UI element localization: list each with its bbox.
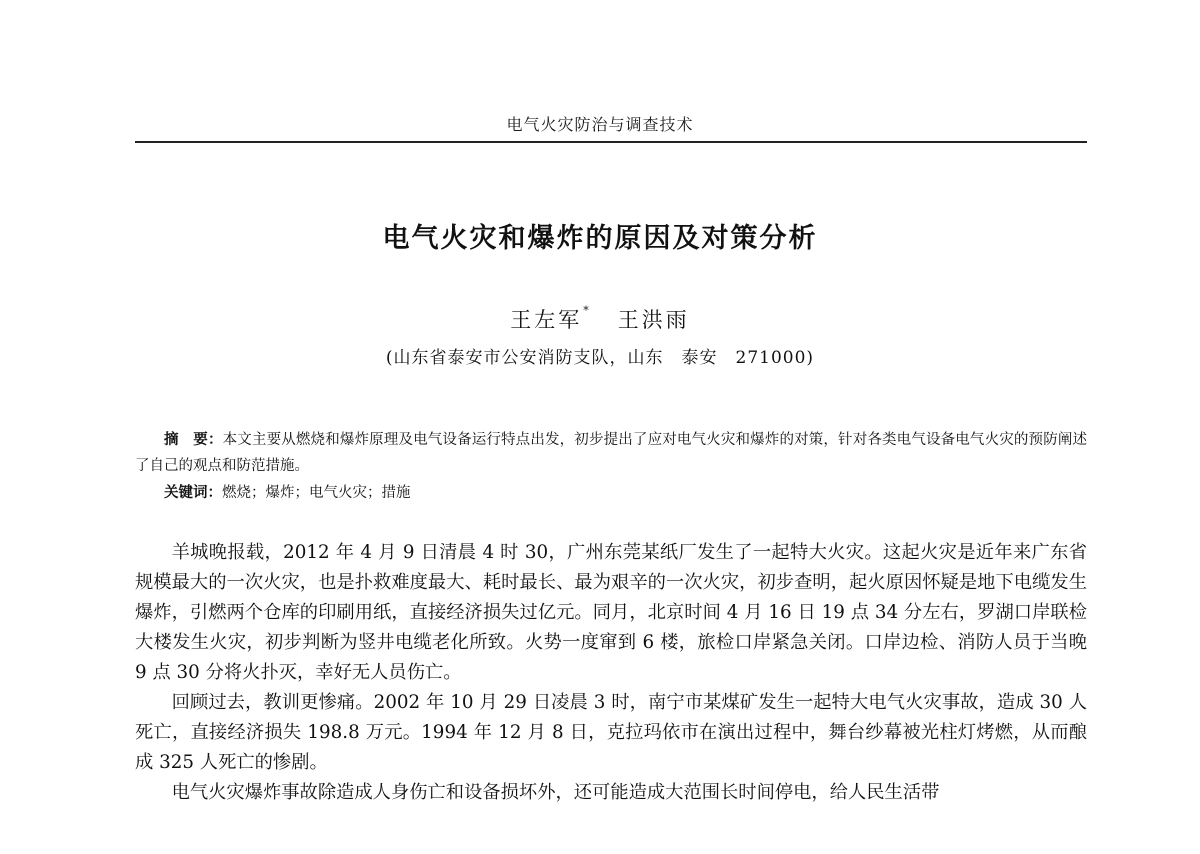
- body-text: [135, 538, 1087, 808]
- keywords-text: 燃烧；爆炸；电气火灾；措施: [222, 485, 411, 501]
- abstract-text: 本文主要从燃烧和爆炸原理及电气设备运行特点出发，初步提出了应对电气火灾和爆炸的对策，针对各类电气设备电气火灾的预防阐述了自己的观点和防范措施。: [135, 432, 1088, 474]
- abstract-label: 摘 要：: [164, 432, 223, 448]
- running-header: 电气火灾防治与调查技术: [506, 115, 694, 134]
- article-title: 电气火灾和爆炸的原因及对策分析: [382, 223, 818, 254]
- author-1: 王左军: [510, 308, 583, 332]
- header-divider: [135, 141, 1087, 143]
- author-2: 王洪雨: [617, 308, 690, 332]
- author-affiliation: (山东省泰安市公安消防支队，山东 泰安 271000): [385, 348, 815, 368]
- author-line: [0, 304, 1200, 334]
- body-paragraph: 羊城晚报载，2012 年 4 月 9 日清晨 4 时 30，广州东莞某纸厂发生了一起特大火灾。这起火灾是近年来广东省规模最大的一次火灾，也是扑救难度最大、耗时最长、最为艰辛的一次火灾，初步查明，起火原因怀疑是地下电缆发生爆炸，引燃两个仓库的印刷用纸，直接经济损失过亿元。同月，北京时间 4 月 16 日 19 点 34 分左右，罗湖口岸联检大楼发生火灾，初步判断为竖井电缆老化所致。火势一度窜到 6 楼，旅检口岸紧急关闭。口岸边检、消防人员于当晚 9 点 30 分将火扑灭，幸好无人员伤亡。: [135, 542, 1087, 683]
- body-paragraph: 电气火灾爆炸事故除造成人身伤亡和设备损坏外，还可能造成大范围长时间停电，给人民生活带: [171, 782, 940, 803]
- author-1-footnote-mark: *: [583, 304, 592, 317]
- abstract: [135, 427, 1087, 479]
- keywords-label: 关键词：: [164, 485, 222, 501]
- keywords: [135, 481, 1087, 505]
- body-paragraph: 回顾过去，教训更惨痛。2002 年 10 月 29 日凌晨 3 时，南宁市某煤矿发生一起特大电气火灾事故，造成 30 人死亡，直接经济损失 198.8 万元。1994 年 12 月 8 日，克拉玛依市在演出过程中，舞台纱幕被光柱灯烤燃，从而酿成 325 人死亡的惨剧。: [135, 692, 1087, 773]
